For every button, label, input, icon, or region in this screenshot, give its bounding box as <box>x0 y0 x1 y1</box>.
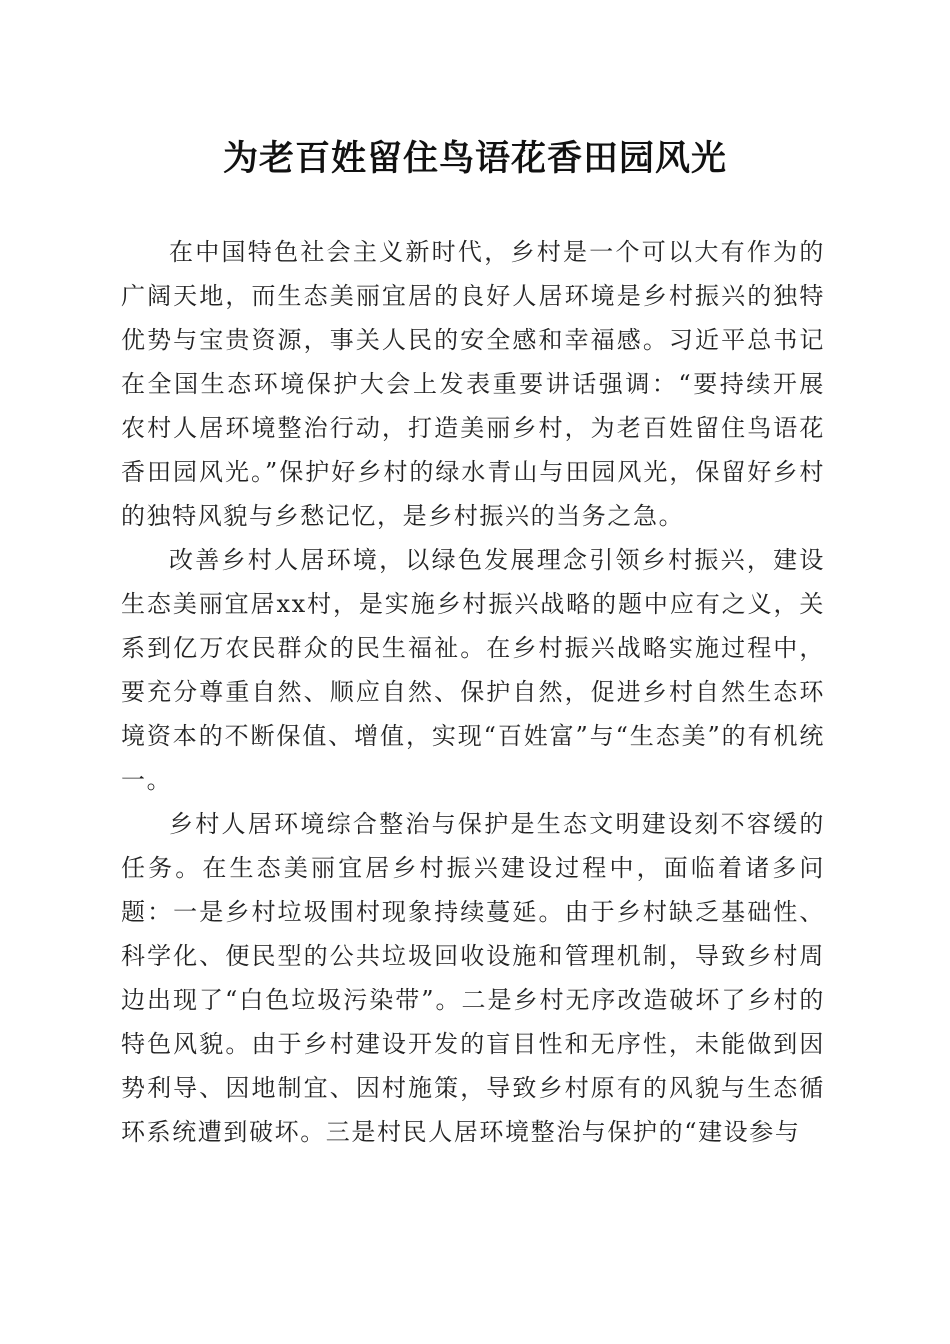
document-body <box>121 230 825 1154</box>
document-title: 为老百姓留住鸟语花香田园风光 <box>222 138 727 179</box>
paragraph-1: 在中国特色社会主义新时代，乡村是一个可以大有作为的广阔天地，而生态美丽宜居的良好人居环境是乡村振兴的独特优势与宝贵资源，事关人民的安全感和幸福感。习近平总书记在全国生态环境保护大会上发表重要讲话强调：“要持续开展农村人居环境整治行动，打造美丽乡村，为老百姓留住鸟语花香田园风光。”保护好乡村的绿水青山与田园风光，保留好乡村的独特风貌与乡愁记忆，是乡村振兴的当务之急。 <box>121 238 825 530</box>
paragraph-3: 乡村人居环境综合整治与保护是生态文明建设刻不容缓的任务。在生态美丽宜居乡村振兴建设过程中，面临着诸多问题：一是乡村垃圾围村现象持续蔓延。由于乡村缺乏基础性、科学化、便民型的公共垃圾回收设施和管理机制，导致乡村周边出现了“白色垃圾污染带”。二是乡村无序改造破坏了乡村的特色风貌。由于乡村建设开发的盲目性和无序性，未能做到因势利导、因地制宜、因村施策，导致乡村原有的风貌与生态循环系统遭到破坏。三是村民人居环境整治与保护的“建设参与 <box>121 810 825 1146</box>
paragraph-2: 改善乡村人居环境，以绿色发展理念引领乡村振兴，建设生态美丽宜居xx村，是实施乡村振兴战略的题中应有之义，关系到亿万农民群众的民生福祉。在乡村振兴战略实施过程中，要充分尊重自然、顺应自然、保护自然，促进乡村自然生态环境资本的不断保值、增值，实现“百姓富”与“生态美”的有机统一。 <box>121 546 825 794</box>
